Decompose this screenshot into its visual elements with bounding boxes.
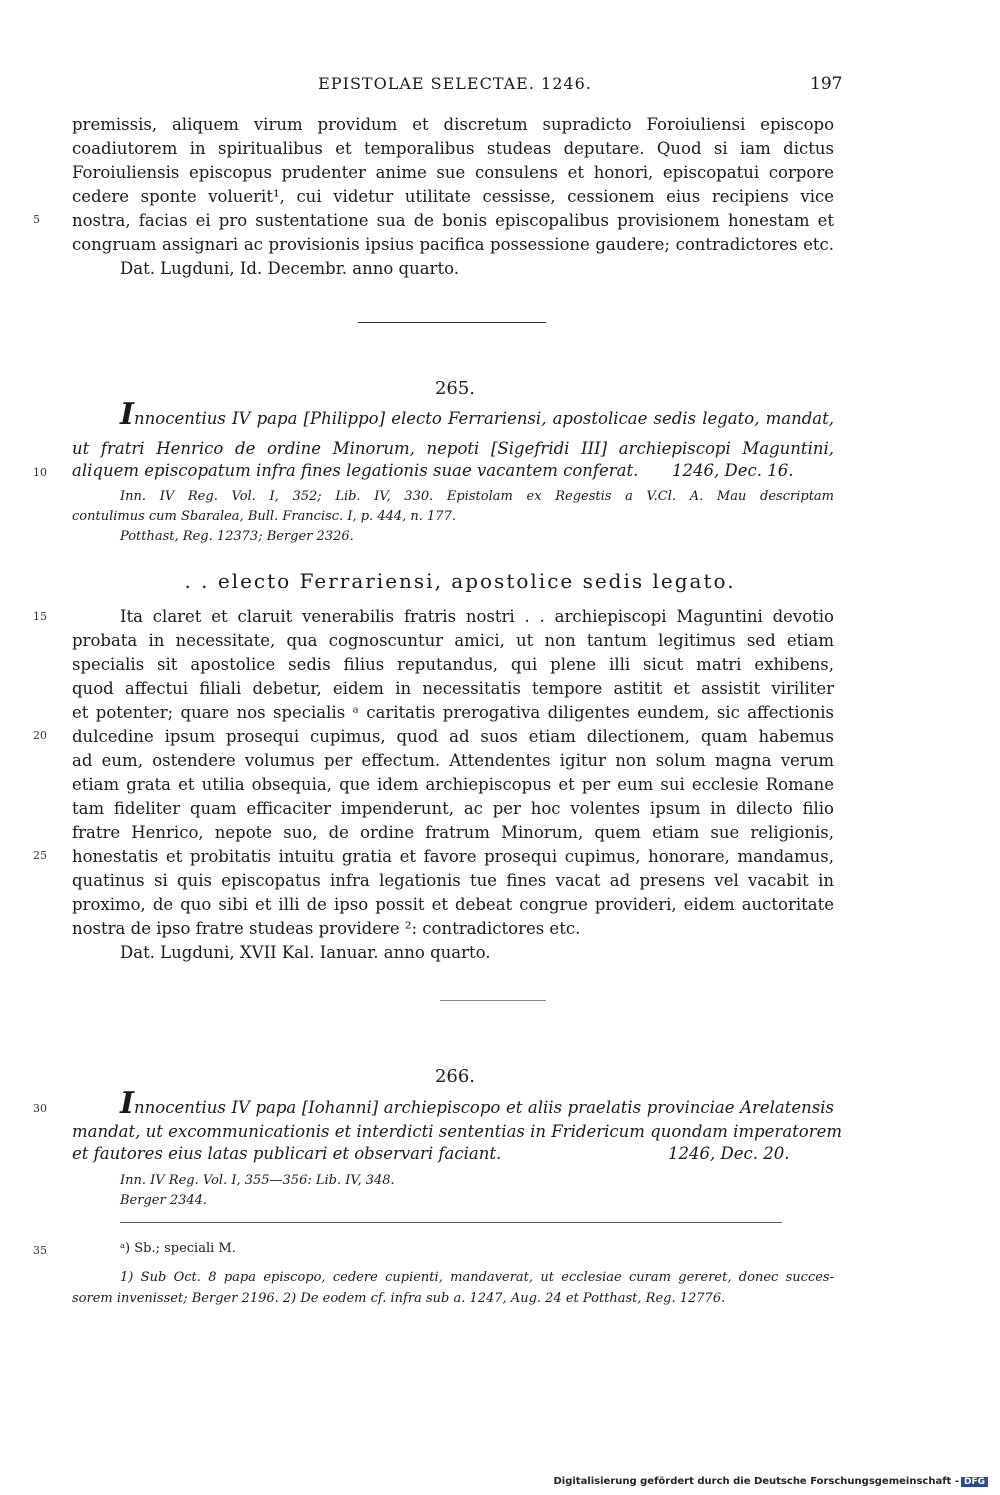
line-number: 15: [33, 610, 47, 623]
line-number: 25: [33, 849, 47, 862]
initial-letter: I: [120, 1086, 135, 1121]
summary-text: nnocentius IV papa [Philippo] electo Ferrariensi, apostolicae sedis legato, mandat,: [134, 409, 834, 428]
register-note: Inn. IV Reg. Vol. I, 352; Lib. IV, 330. Epistolam ex Regestis a V.Cl. A. Mau descriptam: [120, 489, 834, 504]
footnote: sorem invenisset; Berger 2196. 2) De eodem cf. infra sub a. 1247, Aug. 24 et Potthast, Reg. 12776.: [72, 1291, 726, 1306]
text-line: quod affectui filiali debetur, eidem in necessitatis tempore astitit et assistit viriliter: [72, 679, 834, 698]
section-divider: [440, 1000, 546, 1001]
text-line: premissis, aliquem virum providum et discretum supradicto Foroiuliensi episcopo: [72, 115, 834, 134]
footnote-a: ᵃ) Sb.; speciali M.: [120, 1241, 236, 1256]
text-line: coadiutorem in spiritualibus et temporalibus studeas deputare. Quod si iam dictus: [72, 139, 834, 158]
summary-line: aliquem episcopatum infra fines legationis suae vacantem conferat.: [72, 461, 639, 480]
register-note: contulimus cum Sbaralea, Bull. Francisc. I, p. 444, n. 177.: [72, 509, 456, 524]
text-line: dulcedine ipsum prosequi cupimus, quod ad suos etiam dilectionem, quam habemus: [72, 727, 834, 746]
summary-line: mandat, ut excommunicationis et interdicti sententias in Fridericum quondam imperatorem: [72, 1122, 843, 1141]
credit-text: Digitalisierung gefördert durch die Deutsche Forschungsgemeinschaft -: [553, 1476, 959, 1487]
text-line: et potenter; quare nos specialis ᵃ caritatis prerogativa diligentes eundem, sic affectionis: [72, 703, 834, 722]
line-number: 10: [33, 466, 47, 479]
summary-line: [120, 1086, 834, 1121]
page-number: 197: [810, 74, 843, 94]
summary-line: [120, 397, 834, 432]
footnote-divider: [120, 1222, 782, 1223]
register-note: Berger 2344.: [120, 1193, 208, 1208]
section-divider: [358, 322, 546, 323]
text-line: etiam grata et utilia obsequia, que idem archiepiscopus et per eum sui ecclesie Romane: [72, 775, 834, 794]
line-number: 30: [33, 1102, 47, 1115]
text-line: cedere sponte voluerit¹, cui videtur utilitate cessisse, cessionem eius recipiens vice: [72, 187, 834, 206]
summary-text: nnocentius IV papa [Iohanni] archiepiscopo et aliis praelatis provinciae Arelatensis: [134, 1098, 834, 1117]
summary-date: 1246, Dec. 20.: [668, 1144, 790, 1163]
text-line: quatinus si quis episcopatus infra legationis tue fines vacat ad presens vel vacabit in: [72, 871, 834, 890]
running-head: EPISTOLAE SELECTAE. 1246.: [318, 74, 592, 93]
footnote: 1) Sub Oct. 8 papa episcopo, cedere cupienti, mandaverat, ut ecclesiae curam gereret, donec succes-: [120, 1270, 834, 1285]
text-line: ad eum, ostendere volumus per effectum. Attendentes igitur non solum magna verum: [72, 751, 834, 770]
text-line: specialis sit apostolice sedis filius reputandus, qui plene illi sicut matri exhibens,: [72, 655, 834, 674]
text-line: probata in necessitate, qua cognoscuntur amici, ut non tantum legitimus sed etiam: [72, 631, 834, 650]
text-line: congruam assignari ac provisionis ipsius pacifica possessione gaudere; contradictores etc.: [72, 235, 834, 254]
register-note: Potthast, Reg. 12373; Berger 2326.: [120, 529, 354, 544]
initial-letter: I: [120, 397, 135, 432]
text-line: tam fideliter quam efficaciter impenderunt, ac per hoc volentes ipsum in dilecto filio: [72, 799, 834, 818]
letter-address: . . electo Ferrariensi, apostolice sedis legato.: [184, 569, 736, 593]
letter-number: 265.: [434, 378, 476, 399]
text-line: nostra, facias ei pro sustentatione sua de bonis episcopalibus provisionem honestam et: [72, 211, 834, 230]
text-line: honestatis et probitatis intuitu gratia et favore prosequi cupimus, honorare, mandamus,: [72, 847, 834, 866]
text-line: Foroiuliensis episcopus prudenter anime sue consulens et honori, episcopatui corpore: [72, 163, 834, 182]
summary-date: 1246, Dec. 16.: [672, 461, 794, 480]
letter-number: 266.: [434, 1066, 476, 1087]
line-number: 20: [33, 729, 47, 742]
register-note: Inn. IV Reg. Vol. I, 355—356: Lib. IV, 348.: [120, 1173, 395, 1188]
text-line: Ita claret et claruit venerabilis fratris nostri . . archiepiscopi Maguntini devotio: [120, 607, 834, 626]
digitization-credit: [553, 1476, 988, 1487]
dfg-logo: DFG: [961, 1477, 988, 1487]
text-line: proximo, de quo sibi et illi de ipso possit et debeat congrue provideri, eidem auctoritate: [72, 895, 834, 914]
text-line: fratre Henrico, nepote suo, de ordine fratrum Minorum, quem etiam sue religionis,: [72, 823, 834, 842]
line-number: 35: [33, 1244, 47, 1257]
dateline: Dat. Lugduni, Id. Decembr. anno quarto.: [120, 259, 459, 278]
summary-line: ut fratri Henrico de ordine Minorum, nepoti [Sigefridi III] archiepiscopi Maguntini,: [72, 439, 834, 458]
dateline: Dat. Lugduni, XVII Kal. Ianuar. anno quarto.: [120, 943, 491, 962]
text-line: nostra de ipso fratre studeas providere ²: contradictores etc.: [72, 919, 581, 938]
line-number: 5: [33, 213, 40, 226]
summary-line: et fautores eius latas publicari et observari faciant.: [72, 1144, 502, 1163]
